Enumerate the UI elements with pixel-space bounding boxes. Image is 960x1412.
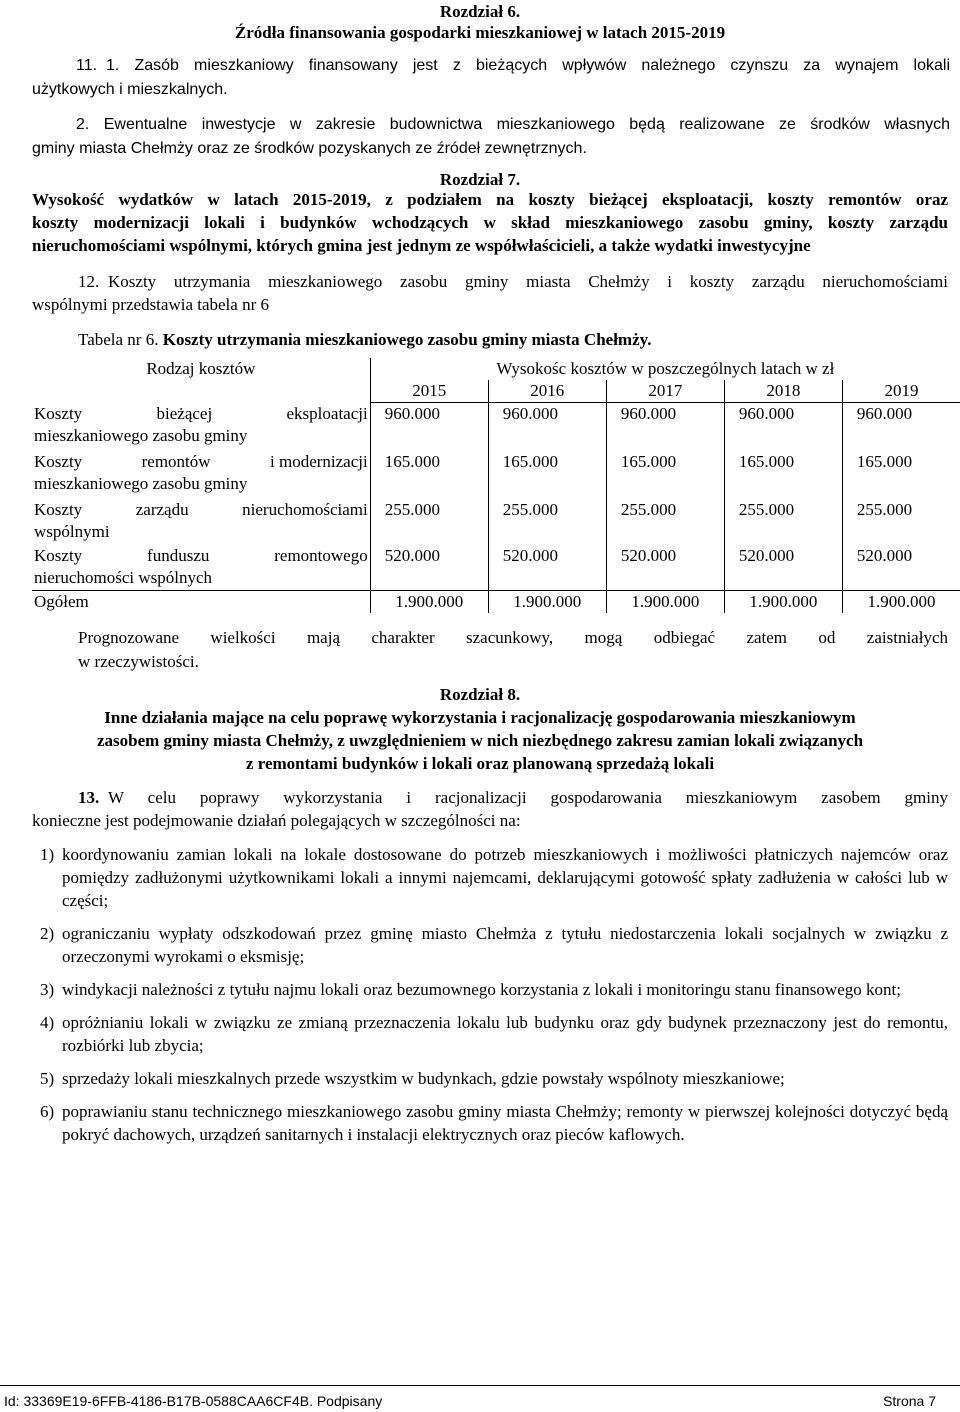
- paragraph-11-2-text-cont: gminy miasta Chełmży oraz ze środków pozyskanych ze źródeł zewnętrznych.: [32, 140, 587, 157]
- table-cell: 255.000: [488, 499, 606, 545]
- chapter-8-title-line-1: Inne działania mające na celu poprawę wykorzystania i racjonalizację gospodarowania mieszkaniowym: [104, 708, 856, 727]
- chapter-6-heading: Rozdział 6.: [439, 2, 521, 21]
- table-total-row: [32, 591, 960, 614]
- table-caption-prefix: Tabela nr 6.: [78, 330, 159, 349]
- chapter-7-title-line-1: Wysokość wydatków w latach 2015-2019, z podziałem na koszty bieżącej eksploatacji, koszty remontów oraz: [32, 190, 948, 209]
- table-cell: 165.000: [606, 451, 724, 499]
- paragraph-12-text: Koszty utrzymania mieszkaniowego zasobu gminy miasta Chełmży i koszty zarządu nieruchomościami: [108, 272, 948, 291]
- table-cell: 165.000: [488, 451, 606, 499]
- year-header: 2019: [842, 380, 960, 403]
- list-item: 1) koordynowaniu zamian lokali na lokale dostosowane do potrzeb mieszkaniowych i możliwości płatniczych najemców oraz pomiędzy zadłużonymi użytkownikami lokali a innymi najemcami, deklarującymi gotowość spłaty zadłużenia w całości lub w części;: [40, 845, 948, 910]
- paragraph-11-text: 1. Zasób mieszkaniowy finansowany jest z bieżących wpływów należnego czynszu za wynajem lokali: [106, 57, 950, 74]
- total-label: Ogółem: [32, 591, 370, 614]
- chapter-6-title: Źródła finansowania gospodarki mieszkaniowej w latach 2015-2019: [234, 23, 726, 42]
- table-cell: 1.900.000: [606, 591, 724, 614]
- table-cell: 520.000: [842, 545, 960, 591]
- paragraph-11-number: 11.: [76, 57, 98, 74]
- footer-divider: [0, 1385, 960, 1386]
- table-cell: 255.000: [842, 499, 960, 545]
- table-cell: 255.000: [370, 499, 488, 545]
- table-cell: 165.000: [370, 451, 488, 499]
- paragraph-13-text-cont: konieczne jest podejmowanie działań polegających w szczególności na:: [32, 811, 521, 830]
- table-cell: 255.000: [606, 499, 724, 545]
- table-header-row: [32, 358, 960, 380]
- paragraph-12-text-cont: wspólnymi przedstawia tabela nr 6: [32, 295, 269, 314]
- table-caption-title: Koszty utrzymania mieszkaniowego zasobu gminy miasta Chełmży.: [162, 330, 652, 349]
- table-cell: 520.000: [488, 545, 606, 591]
- chapter-8-heading: Rozdział 8.: [439, 685, 521, 704]
- list-item: 4) opróżnianiu lokali w związku ze zmianą przeznaczenia lokalu lub budynku oraz gdy budynek przeznaczony jest do remontu, rozbiórki lub zbycia;: [40, 1013, 948, 1055]
- row-label: Koszty remontów i modernizacji mieszkaniowego zasobu gminy: [34, 451, 368, 493]
- table-cell: 165.000: [724, 451, 842, 499]
- table-row: [32, 451, 960, 499]
- year-header: 2015: [370, 380, 488, 403]
- paragraph-12-number: 12.: [78, 272, 100, 291]
- table-cell: 1.900.000: [842, 591, 960, 614]
- table-cell: 1.900.000: [370, 591, 488, 614]
- paragraph-11-2-text: 2. Ewentualne inwestycje w zakresie budownictwa mieszkaniowego będą realizowane ze środków własnych: [76, 116, 950, 133]
- table-cell: 960.000: [370, 403, 488, 451]
- table-cell: 1.900.000: [724, 591, 842, 614]
- list-item: 3) windykacji należności z tytułu najmu lokali oraz bezumownego korzystania z lokali i monitoringu stanu finansowego kont;: [40, 980, 901, 999]
- paragraph-11-text-cont: użytkowych i mieszkalnych.: [32, 81, 228, 98]
- paragraph-13-number: 13.: [78, 788, 100, 807]
- table-cell: 960.000: [842, 403, 960, 451]
- chapter-7-title-line-3: nieruchomościami wspólnymi, których gmina jest jednym ze współwłaścicieli, a także wydatki inwestycyjne: [32, 236, 811, 255]
- row-label: Koszty funduszu remontowego nieruchomości wspólnych: [34, 545, 368, 587]
- table-row: [32, 403, 960, 451]
- row-label: Koszty zarządu nieruchomościami wspólnymi: [34, 499, 368, 541]
- year-header: 2017: [606, 380, 724, 403]
- table-row: [32, 545, 960, 591]
- table-cell: 520.000: [724, 545, 842, 591]
- chapter-7-title-line-2: koszty modernizacji lokali i budynków wchodzących w skład mieszkaniowego zasobu gminy, koszty zarządu: [32, 213, 948, 232]
- row-label: Koszty bieżącej eksploatacji mieszkaniowego zasobu gminy: [34, 403, 368, 445]
- paragraph-13-text: W celu poprawy wykorzystania i racjonalizacji gospodarowania mieszkaniowym zasobem gminy: [108, 788, 948, 807]
- year-header: 2016: [488, 380, 606, 403]
- table-cell: 165.000: [842, 451, 960, 499]
- page-number: Strona 7: [883, 1393, 936, 1409]
- list-item: 6) poprawianiu stanu technicznego mieszkaniowego zasobu gminy miasta Chełmży; remonty w pierwszej kolejności dotyczyć będą pokryć dachowych, urządzeń sanitarnych i instalacji elektrycznych oraz pieców kaflowych.: [40, 1102, 948, 1144]
- table-cell: 1.900.000: [488, 591, 606, 614]
- table-cell: 960.000: [488, 403, 606, 451]
- table-caption: [78, 328, 651, 351]
- forecast-note: Prognozowane wielkości mają charakter szacunkowy, mogą odbiegać zatem od zaistniałych: [78, 628, 948, 647]
- list-item: 2) ograniczaniu wypłaty odszkodowań przez gminę miasto Chełmża z tytułu niedostarczenia lokali socjalnych w związku z orzeczonymi wyrokami o eksmisję;: [40, 924, 948, 966]
- document-id: Id: 33369E19-6FFB-4186-B17B-0588CAA6CF4B. Podpisany: [4, 1393, 383, 1409]
- table-row: [32, 499, 960, 545]
- measures-list: [32, 843, 948, 1156]
- table-cell: 960.000: [724, 403, 842, 451]
- table-cell: 520.000: [606, 545, 724, 591]
- chapter-8-title-line-3: z remontami budynków i lokali oraz planowaną sprzedażą lokali: [245, 754, 715, 773]
- table-cell: 255.000: [724, 499, 842, 545]
- table-cell: 520.000: [370, 545, 488, 591]
- years-header: Wysokośc kosztów w poszczególnych latach w zł: [370, 358, 960, 380]
- cost-type-header: Rodzaj kosztów: [146, 359, 256, 378]
- forecast-note-cont: w rzeczywistości.: [78, 652, 199, 671]
- chapter-8-title-line-2: zasobem gminy miasta Chełmży, z uwzględnieniem w nich niezbędnego zakresu zamian lokali związanych: [96, 731, 864, 750]
- list-item: 5) sprzedaży lokali mieszkalnych przede wszystkim w budynkach, gdzie powstały wspólnoty mieszkaniowe;: [40, 1069, 785, 1088]
- year-header: 2018: [724, 380, 842, 403]
- chapter-7-heading: Rozdział 7.: [439, 170, 521, 189]
- table-cell: 960.000: [606, 403, 724, 451]
- costs-table: [32, 358, 960, 613]
